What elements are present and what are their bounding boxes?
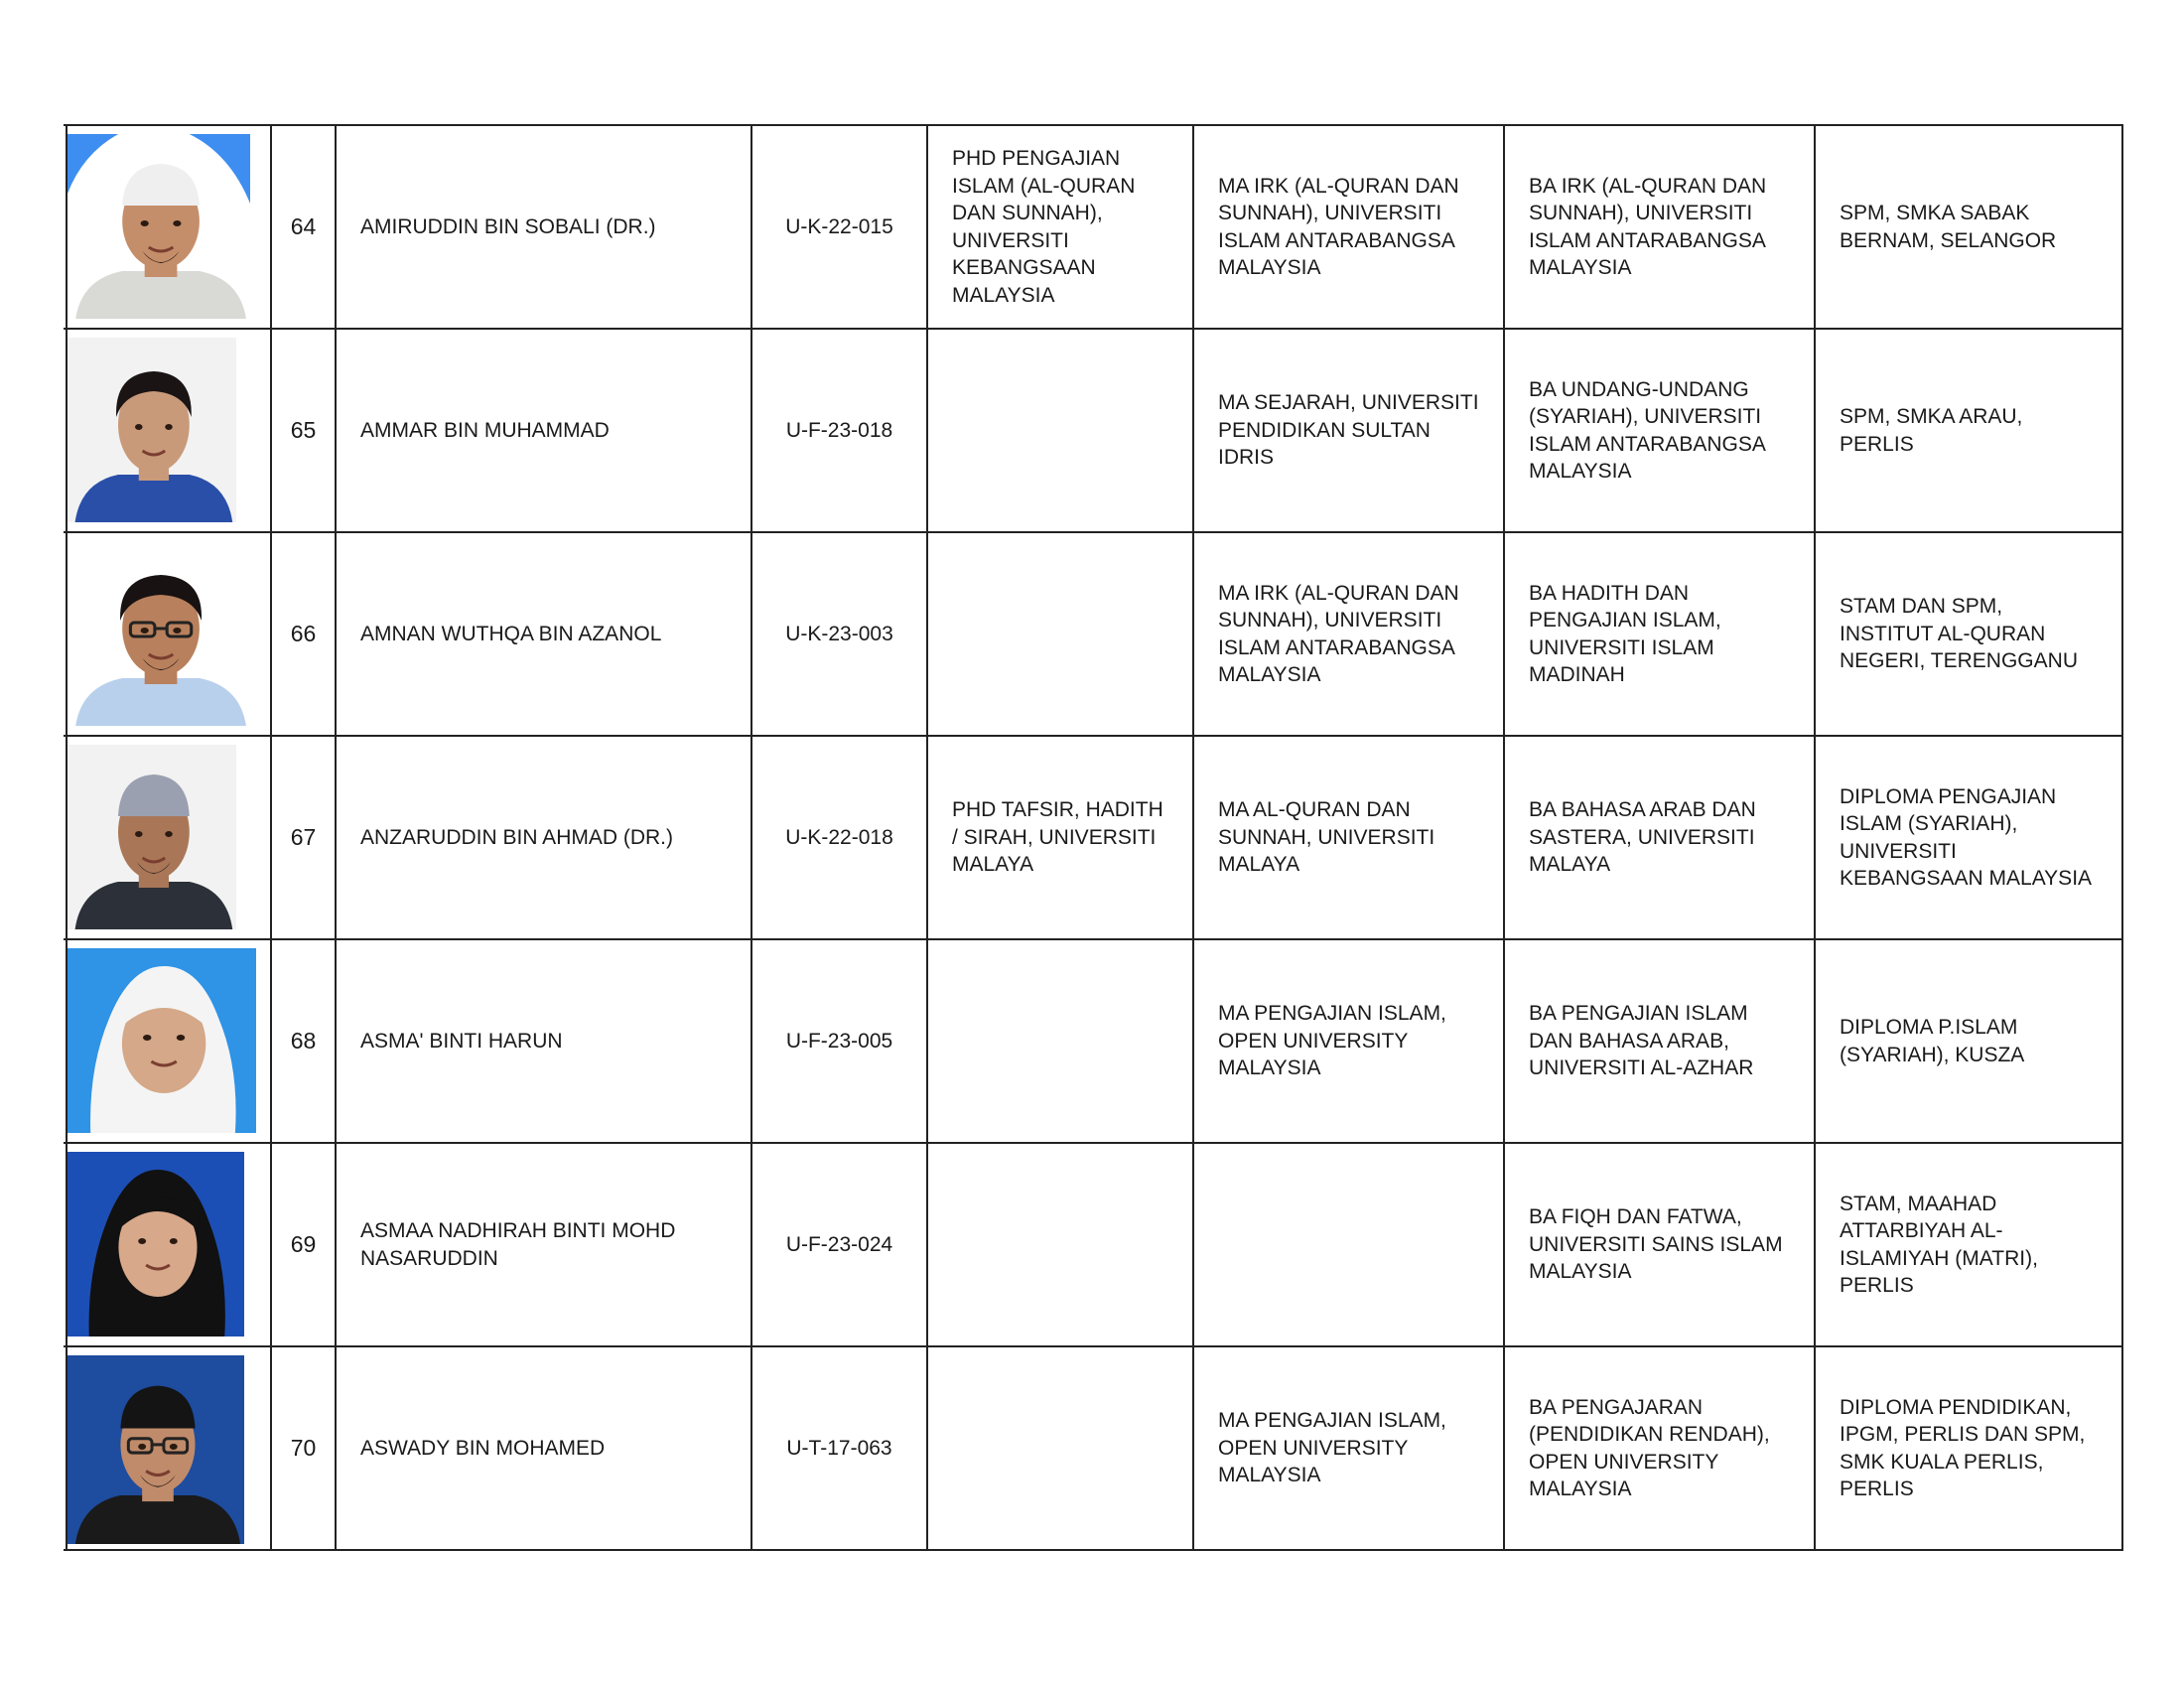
row-number: 64 <box>271 125 336 329</box>
secondary-qualification: DIPLOMA PENDIDIKAN, IPGM, PERLIS DAN SPM, SMK KUALA PERLIS, PERLIS <box>1815 1346 2122 1550</box>
row-number: 65 <box>271 329 336 532</box>
table-row <box>65 939 2122 1143</box>
person-name: ASWADY BIN MOHAMED <box>336 1346 751 1550</box>
table-row <box>65 1346 2122 1550</box>
portrait-photo <box>68 1152 244 1336</box>
row-number: 67 <box>271 736 336 939</box>
portrait-photo <box>68 745 236 929</box>
masters-qualification: MA SEJARAH, UNIVERSITI PENDIDIKAN SULTAN IDRIS <box>1193 329 1504 532</box>
masters-qualification: MA PENGAJIAN ISLAM, OPEN UNIVERSITY MALAYSIA <box>1193 1346 1504 1550</box>
phd-qualification: PHD TAFSIR, HADITH / SIRAH, UNIVERSITI MALAYA <box>927 736 1193 939</box>
roster-table <box>64 124 2123 1551</box>
photo-cell <box>65 329 271 532</box>
portrait-photo <box>68 1355 244 1544</box>
person-name: ASMAA NADHIRAH BINTI MOHD NASARUDDIN <box>336 1143 751 1346</box>
secondary-qualification: STAM, MAAHAD ATTARBIYAH AL-ISLAMIYAH (MATRI), PERLIS <box>1815 1143 2122 1346</box>
roster-body <box>65 125 2122 1550</box>
registration-code: U-K-22-015 <box>751 125 927 329</box>
registration-code: U-F-23-024 <box>751 1143 927 1346</box>
bachelor-qualification: BA HADITH DAN PENGAJIAN ISLAM, UNIVERSITI ISLAM MADINAH <box>1504 532 1815 736</box>
masters-qualification <box>1193 1143 1504 1346</box>
row-number: 70 <box>271 1346 336 1550</box>
person-name: ANZARUDDIN BIN AHMAD (DR.) <box>336 736 751 939</box>
table-row <box>65 736 2122 939</box>
table-row <box>65 1143 2122 1346</box>
row-number: 66 <box>271 532 336 736</box>
masters-qualification: MA IRK (AL-QURAN DAN SUNNAH), UNIVERSITI ISLAM ANTARABANGSA MALAYSIA <box>1193 125 1504 329</box>
masters-qualification: MA AL-QURAN DAN SUNNAH, UNIVERSITI MALAYA <box>1193 736 1504 939</box>
phd-qualification <box>927 329 1193 532</box>
person-name: ASMA' BINTI HARUN <box>336 939 751 1143</box>
phd-qualification <box>927 532 1193 736</box>
table-row <box>65 125 2122 329</box>
portrait-photo <box>68 948 256 1133</box>
bachelor-qualification: BA IRK (AL-QURAN DAN SUNNAH), UNIVERSITI ISLAM ANTARABANGSA MALAYSIA <box>1504 125 1815 329</box>
secondary-qualification: DIPLOMA P.ISLAM (SYARIAH), KUSZA <box>1815 939 2122 1143</box>
secondary-qualification: DIPLOMA PENGAJIAN ISLAM (SYARIAH), UNIVERSITI KEBANGSAAN MALAYSIA <box>1815 736 2122 939</box>
bachelor-qualification: BA PENGAJIAN ISLAM DAN BAHASA ARAB, UNIVERSITI AL-AZHAR <box>1504 939 1815 1143</box>
photo-cell <box>65 532 271 736</box>
secondary-qualification: SPM, SMKA ARAU, PERLIS <box>1815 329 2122 532</box>
registration-code: U-T-17-063 <box>751 1346 927 1550</box>
registration-code: U-F-23-018 <box>751 329 927 532</box>
registration-code: U-K-23-003 <box>751 532 927 736</box>
portrait-photo <box>68 134 250 319</box>
person-name: AMNAN WUTHQA BIN AZANOL <box>336 532 751 736</box>
photo-cell <box>65 1143 271 1346</box>
photo-cell <box>65 939 271 1143</box>
bachelor-qualification: BA FIQH DAN FATWA, UNIVERSITI SAINS ISLAM MALAYSIA <box>1504 1143 1815 1346</box>
registration-code: U-K-22-018 <box>751 736 927 939</box>
phd-qualification <box>927 939 1193 1143</box>
masters-qualification: MA IRK (AL-QURAN DAN SUNNAH), UNIVERSITI ISLAM ANTARABANGSA MALAYSIA <box>1193 532 1504 736</box>
bachelor-qualification: BA UNDANG-UNDANG (SYARIAH), UNIVERSITI ISLAM ANTARABANGSA MALAYSIA <box>1504 329 1815 532</box>
portrait-photo <box>68 541 250 726</box>
phd-qualification: PHD PENGAJIAN ISLAM (AL-QURAN DAN SUNNAH), UNIVERSITI KEBANGSAAN MALAYSIA <box>927 125 1193 329</box>
photo-cell <box>65 125 271 329</box>
table-row <box>65 532 2122 736</box>
photo-cell <box>65 1346 271 1550</box>
phd-qualification <box>927 1346 1193 1550</box>
table-row <box>65 329 2122 532</box>
registration-code: U-F-23-005 <box>751 939 927 1143</box>
roster-sheet <box>64 124 2121 1569</box>
secondary-qualification: STAM DAN SPM, INSTITUT AL-QURAN NEGERI, TERENGGANU <box>1815 532 2122 736</box>
bachelor-qualification: BA BAHASA ARAB DAN SASTERA, UNIVERSITI MALAYA <box>1504 736 1815 939</box>
secondary-qualification: SPM, SMKA SABAK BERNAM, SELANGOR <box>1815 125 2122 329</box>
phd-qualification <box>927 1143 1193 1346</box>
photo-cell <box>65 736 271 939</box>
portrait-photo <box>68 338 236 522</box>
bachelor-qualification: BA PENGAJARAN (PENDIDIKAN RENDAH), OPEN UNIVERSITY MALAYSIA <box>1504 1346 1815 1550</box>
masters-qualification: MA PENGAJIAN ISLAM, OPEN UNIVERSITY MALAYSIA <box>1193 939 1504 1143</box>
row-number: 69 <box>271 1143 336 1346</box>
person-name: AMIRUDDIN BIN SOBALI (DR.) <box>336 125 751 329</box>
person-name: AMMAR BIN MUHAMMAD <box>336 329 751 532</box>
row-number: 68 <box>271 939 336 1143</box>
